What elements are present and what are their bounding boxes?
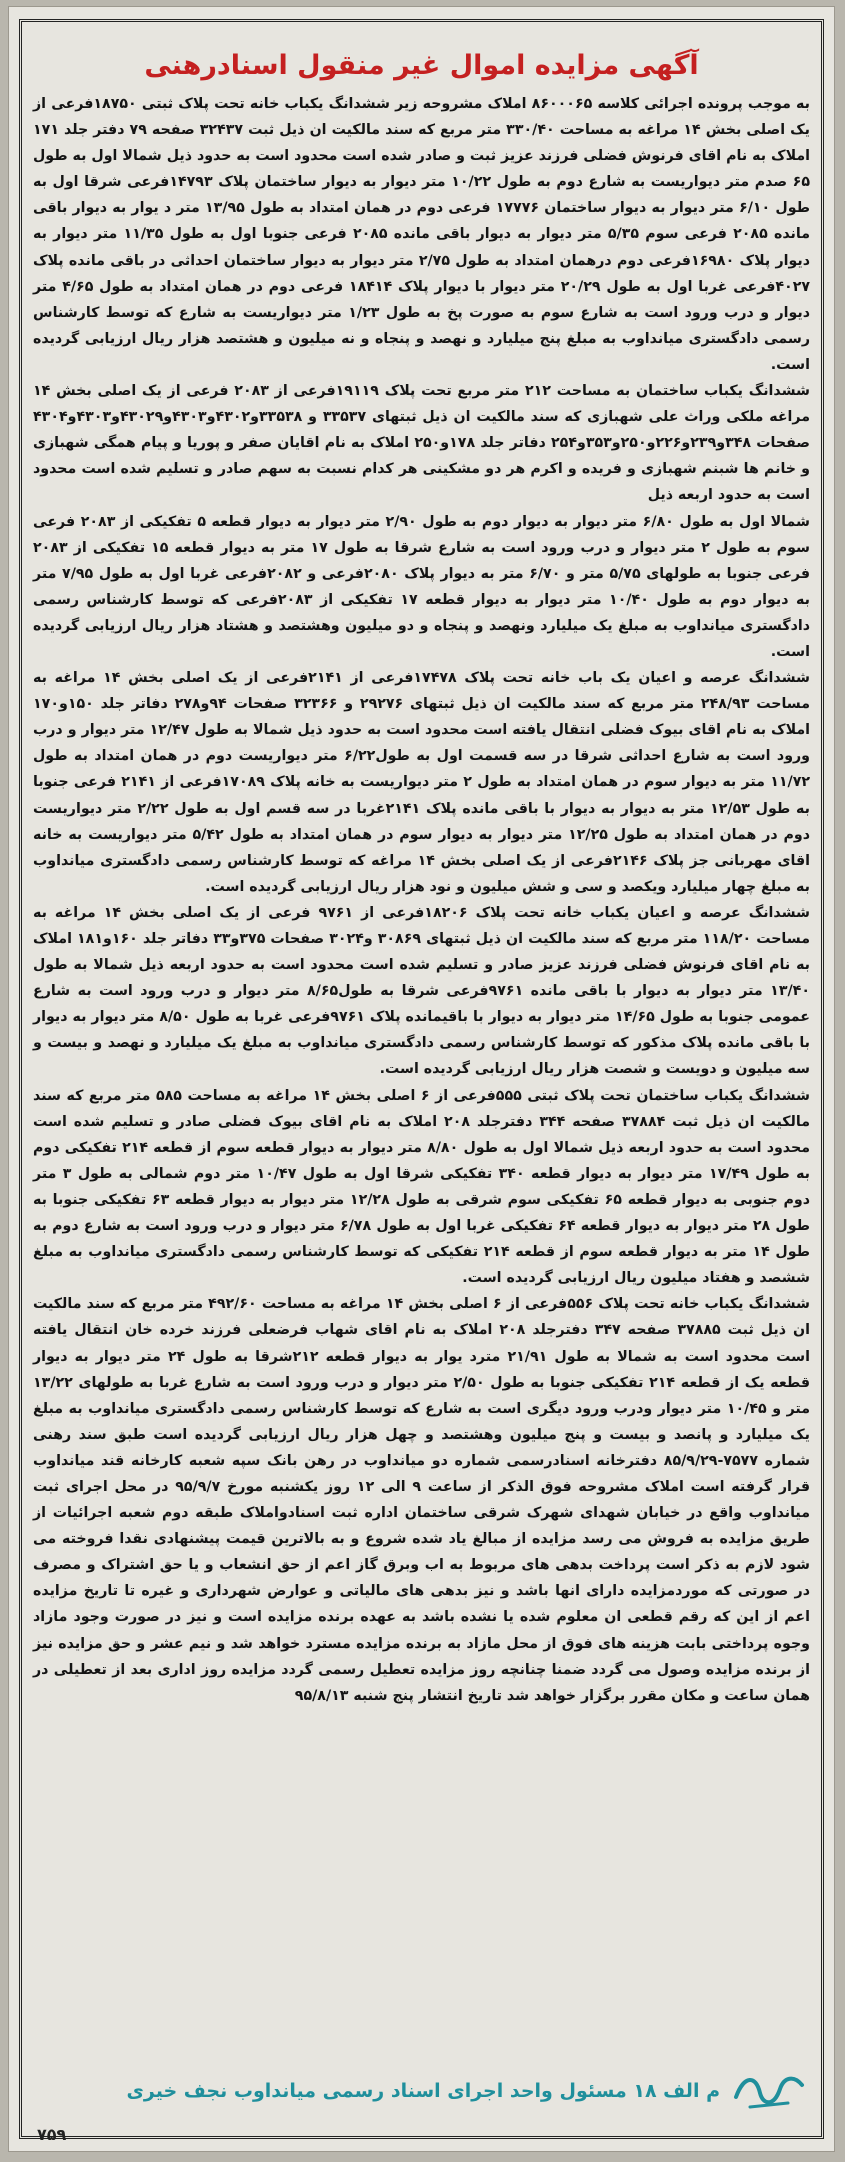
paragraph-property-2-intro: ششدانگ یکباب ساختمان به مساحت ۲۱۲ متر مربع تحت پلاک ۱۹۱۱۹فرعی از ۲۰۸۳ فرعی از یک اصلی بخش ۱۴ مراغه ملکی وراث علی شهبازی که سند مالکیت ان ذیل ثبتهای ۳۳۵۳۷ و ۳۳۵۳۸و۴۳۰۲و۴۳۰۳و۴۳۰۲۹و۴۳۰۳و۴۳۰۴ صفحات ۳۴۸و۲۳۹و۲۲۶و۲۵۰و۳۵۳و۲۵۴ دفاتر جلد ۱۷۸و۲۵۰ املاک به نام اقایان صفر و پوریا و پیام همگی شهبازی و خانم ها شبنم شهبازی و فریده و اکرم هر دو مشکینی هر کدام نسبت به سهم صادر و تسلیم شده است محدود است به حدود اربعه ذیل (33, 383, 810, 504)
page-number: ۷۵۹ (37, 2125, 67, 2144)
newspaper-clipping (8, 6, 835, 2152)
footer-signature-text: م الف ۱۸ مسئول واحد اجرای اسناد رسمی میانداوب نجف خیری (126, 2080, 720, 2102)
signature-mark (730, 2067, 808, 2115)
paragraph-property-1: به موجب پرونده اجرائی کلاسه ۸۶۰۰۰۶۵ املاک مشروحه زیر ششدانگ یکباب خانه تحت پلاک ثبتی ۱۸۷۵۰فرعی از یک اصلی بخش ۱۴ مراغه به مساحت ۳۳۰/۴۰ متر مربع که سند مالکیت ان ذیل ثبت ۳۲۴۳۷ صفحه ۷۹ دفتر جلد ۱۷۱ املاک به نام اقای فرنوش فضلی فرزند عزیز ثبت و صادر شده است محدود است به حدود ذیل شمالا اول به طول ۶۵ صدم متر دیواریست به شارع دوم به طول ۱۰/۲۲ متر دیوار به دیوار ساختمان پلاک ۱۴۷۹۳فرعی شرقا اول به طول ۶/۱۰ متر دیوار به دیوار ساختمان ۱۷۷۷۶ فرعی دوم در همان امتداد به طول ۱۳/۹۵ متر د یوار به دیوار باقی مانده ۲۰۸۵ فرعی سوم ۵/۳۵ متر دیوار به دیوار باقی مانده ۲۰۸۵ فرعی جنوبا اول به طول ۱۱/۳۵ متر دیوار به دیوار پلاک ۱۶۹۸۰فرعی دوم درهمان امتداد به طول ۲/۷۵ متر دیوار به دیوار ساختمان احداثی در باقی مانده پلاک ۴۰۲۷فرعی غربا اول به طول ۲۰/۲۹ متر دیوار با دیوار پلاک ۱۸۴۱۴ فرعی دوم در همان امتداد به طول ۴/۶۵ متر دیوار و درب ورود است به شارع سوم به صورت پخ به طول ۱/۲۳ متر دیواریست به شارع که توسط کارشناس رسمی دادگستری میانداوب به مبلغ پنج میلیارد و نهصد و پنجاه و نه میلیون و هشتصد هزار ریال ارزیابی گردیده است. (33, 96, 811, 373)
paragraph-property-5: ششدانگ یکباب ساختمان تحت پلاک ثبتی ۵۵۵فرعی از ۶ اصلی بخش ۱۴ مراغه به مساحت ۵۸۵ متر مربع که سند مالکیت ان ذیل ثبت ۳۷۸۸۴ صفحه ۳۴۴ دفترجلد ۲۰۸ املاک به نام اقای بیوک فضلی صادر و تسلیم شده است محدود است به حدود اربعه ذیل شمالا اول به طول ۸/۸۰ متر دیوار به دیوار قطعه سوم از قطعه ۲۱۴ تفکیکی دوم به طول ۱۷/۴۹ متر دیوار به دیوار قطعه ۳۴۰ تفکیکی شرقا اول به طول ۱۰/۴۷ متر دوم شمالی به طول ۳ متر دوم جنوبی به دیوار قطعه ۶۵ تفکیکی سوم شرقی به طول ۱۲/۲۸ متر دیوار به دیوار قطعه ۶۳ تفکیکی جنوبا به طول ۲۸ متر دیوار به دیوار قطعه ۶۴ تفکیکی غربا اول به طول ۶/۷۸ متر دیوار و درب ورود است به شارع دوم به طول ۱۴ متر به دیوار قطعه سوم از قطعه ۲۱۴ تفکیکی که توسط کارشناس رسمی دادگستری میانداوب به مبلغ ششصد و هفتاد میلیون ریال ارزیابی گردیده است. (33, 1087, 810, 1287)
paragraph-property-4: ششدانگ عرصه و اعیان یکباب خانه تحت پلاک ۱۸۲۰۶فرعی از ۹۷۶۱ فرعی از یک اصلی بخش ۱۴ مراغه به مساحت ۱۱۸/۲۰ متر مربع که سند مالکیت ان ذیل ثبتهای ۳۰۸۶۹ و۳۰۲۴ صفحات ۳۷۵و۳۳ دفاتر جلد ۱۶۰و۱۸۱ املاک به نام اقای فرنوش فضلی فرزند عزیز صادر و تسلیم شده است محدود است به حدود اربعه ذیل شمالا به طول ۱۳/۴۰ متر دیوار به دیوار با باقی مانده ۹۷۶۱فرعی شرقا به طول۸/۶۵ متر دیوار و درب ورود است به شارع عمومی جنوبا به طول ۱۴/۶۵ متر دیوار به دیوار با باقیمانده پلاک ۹۷۶۱فرعی غربا به طول ۸/۵۰ متر دیوار به دیوار با باقی مانده پلاک مذکور که توسط کارشناس رسمی دادگستری میانداوب به مبلغ یک میلیارد و نهصد و بیست و سه میلیون و دویست و شصت هزار ریال ارزیابی گردیده است. (33, 904, 810, 1078)
paragraph-property-2-bounds: شمالا اول به طول ۶/۸۰ متر دیوار به دیوار دوم به طول ۲/۹۰ متر دیوار به دیوار قطعه ۵ تفکیکی از ۲۰۸۳ فرعی سوم به طول ۲ متر دیوار و درب ورود است به شارع شرقا به طول ۱۷ متر به دیوار قطعه ۱۵ تفکیکی از ۲۰۸۳ فرعی جنوبا به طولهای ۵/۷۵ متر و ۶/۷۰ متر به دیوار پلاک ۲۰۸۰فرعی و ۲۰۸۲فرعی غربا اول به طول ۷/۹۵ متر به دیوار دوم به طول ۱۰/۴۰ متر دیوار به دیوار قطعه ۱۷ تفکیکی از ۲۰۸۳فرعی که توسط کارشناس رسمی دادگستری میانداوب به مبلغ یک میلیارد ونهصد و پنجاه و دو میلیون وهشتصد و هشتاد هزار ریال ارزیابی گردیده است. (33, 513, 811, 660)
ad-body (33, 91, 810, 1709)
ad-title: آگهی مزایده اموال غیر منقول اسنادرهنی (144, 50, 699, 81)
paragraph-property-3: ششدانگ عرصه و اعیان یک باب خانه تحت پلاک ۱۷۴۷۸فرعی از ۲۱۴۱فرعی از یک اصلی بخش ۱۴ مراغه به مساحت ۲۴۸/۹۳ متر مربع که سند مالکیت ان ذیل ثبتهای ۲۹۲۷۶ و ۳۲۳۶۶ صفحات ۹۴و۲۷۸ دفاتر جلد ۱۵۰و۱۷۰ املاک به نام اقای بیوک فضلی انتقال یافته است محدود است به حدود ذیل شمالا به طول ۱۲/۴۷ متر دیوار و درب ورود است به شارع احداثی شرقا در سه قسمت اول به طول۶/۲۲ متر دیواریست دوم در همان امتداد به طول ۱۱/۷۲ متر به دیوار سوم در همان امتداد به طول ۲ متر دیواریست به خانه پلاک ۱۷۰۸۹فرعی از ۲۱۴۱ فرعی جنوبا به طول ۱۲/۵۳ متر به دیوار به دیوار با باقی مانده پلاک ۲۱۴۱غربا در سه قسم اول به طول ۲/۲۲ متر دیواریست دوم در همان امتداد به طول ۱۲/۲۵ متر دیوار به دیوار سوم در همان امتداد به طول ۵/۴۲ متر دیواریست به خانه اقای مهربانی جز پلاک ۲۱۴۶فرعی از یک اصلی بخش ۱۴ مراغه که توسط کارشناس رسمی دادگستری میانداوب به مبلغ چهار میلیارد ویکصد و سی و شش میلیون و نود هزار ریال ارزیابی گردیده است. (33, 670, 811, 895)
ad-footer (35, 2065, 808, 2117)
paragraph-property-6-and-terms: ششدانگ یکباب خانه تحت پلاک ۵۵۶فرعی از ۶ اصلی بخش ۱۴ مراغه به مساحت ۴۹۲/۶۰ متر مربع که سند مالکیت ان ذیل ثبت ۳۷۸۸۵ صفحه ۳۴۷ دفترجلد ۲۰۸ املاک به نام اقای شهاب فرضعلی فرزند خرده خان انتقال یافته است محدود است به شمالا به طول ۲۱/۹۱ مترد یوار به دیوار قطعه ۲۱۲شرقا به طول ۲۴ متر دیوار به دیوار قطعه یک از قطعه ۲۱۴ تفکیکی جنوبا به طول ۲/۵۰ متر دیوار و درب ورود است به شارع غربا به طولهای ۱۳/۲۲ متر و ۱۰/۴۵ متر دیوار ودرب ورود دیگری است به شارع که توسط کارشناس رسمی دادگستری میانداوب به مبلغ یک میلیارد و پانصد و بیست و پنج میلیون وهشتصد و چهل هزار ریال ارزیابی گردیده است طبق سند رهنی شماره ۷۵۷۷-۸۵/۹/۲۹ دفترخانه اسنادرسمی شماره دو میانداوب در رهن بانک سپه شعبه کارخانه قند میانداوب قرار گرفته است املاک مشروحه فوق الذکر از ساعت ۹ الی ۱۲ روز یکشنبه مورخ ۹۵/۹/۷ در محل اجرای ثبت میانداوب واقع در خیابان شهدای شهرک شرقی ساختمان اداره ثبت اسنادواملاک طبقه دوم شعبه اجرائیات از طریق مزایده به فروش می رسد مزایده از مبالغ یاد شده شروع و به بالاترین قیمت پیشنهادی نقدا فروخته می شود لازم به ذکر است پرداخت بدهی های مربوط به اب وبرق گاز اعم از حق انشعاب و یا حق اشتراک و مصرف در صورتی که موردمزایده دارای انها باشد و نیز بدهی های مالیاتی و عوارض شهرداری و غیره تا تاریخ مزایده اعم از این که رقم قطعی ان معلوم شده یا نشده باشد به عهده برنده مزایده است و نیز در صورت وجود مازاد وجوه پرداختی بابت هزینه های فوق از محل مازاد به برنده مزایده مسترد خواهد شد و نیم عشر و حق مزایده نیز از برنده مزایده وصول می گردد ضمنا چنانچه روز مزایده تعطیل رسمی گردد مزایده روز اداری بعد از تعطیلی در همان ساعت و مکان مقرر برگزار خواهد شد تاریخ انتشار پنج شنبه ۹۵/۸/۱۳ (33, 1296, 811, 1704)
